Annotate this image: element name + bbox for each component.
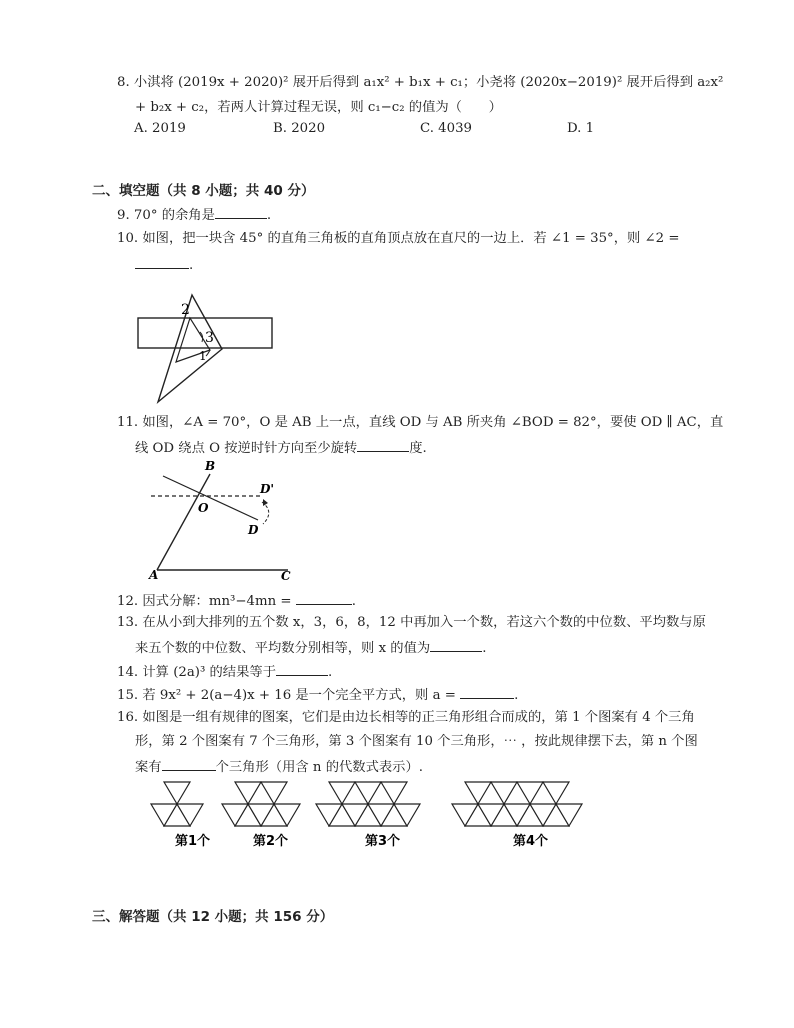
q16-line3 — [135, 757, 423, 777]
angle3-label: 3 — [205, 330, 214, 346]
label-o: O — [198, 501, 209, 515]
pattern-triangle — [381, 782, 407, 804]
q13-text-before: 来五个数的中位数、平均数分别相等，则 x 的值为 — [135, 641, 431, 656]
q14-text — [117, 662, 332, 682]
label-b: B — [205, 459, 216, 473]
pattern-triangle — [543, 782, 569, 804]
q13-answer-blank[interactable] — [430, 638, 482, 652]
angle2-label: 2 — [181, 302, 190, 318]
q11-answer-blank[interactable] — [357, 438, 409, 452]
pattern-triangle — [355, 782, 381, 804]
q10-figure — [130, 290, 280, 430]
q16-text-after: 个三角形（用含 n 的代数式表示）. — [215, 760, 423, 775]
q16-pattern-figure — [148, 778, 608, 850]
q16-line2: 形，第 2 个图案有 7 个三角形，第 3 个图案有 10 个三角形，⋯ ，按此规律摆下去，第 n 个图 — [135, 734, 698, 749]
q10-line1: 10. 如图，把一块含 45° 的直角三角板的直角顶点放在直尺的一边上．若 ∠1 = 35°，则 ∠2 = — [117, 231, 680, 246]
q16-line1: 16. 如图是一组有规律的图案，它们是由边长相等的正三角形组合而成的，第 1 个图案有 4 个三角 — [117, 710, 695, 725]
line-ab — [157, 474, 210, 570]
pattern-caption-3: 第3个 — [365, 834, 401, 849]
section3-title: 三、解答题（共 12 小题；共 156 分） — [92, 909, 334, 925]
q8-option-a: A. 2019 — [134, 121, 186, 136]
q16-answer-blank[interactable] — [162, 757, 216, 771]
q13-line2 — [135, 638, 486, 658]
label-c: C — [281, 569, 291, 583]
pattern-caption-1: 第1个 — [175, 834, 211, 849]
label-a: A — [149, 568, 159, 582]
q11-line2 — [135, 438, 427, 458]
q11-figure — [145, 458, 305, 583]
q12-text — [117, 591, 356, 611]
pattern-caption-4: 第4个 — [513, 834, 549, 849]
q11-text-after: 度. — [409, 441, 427, 456]
pattern-triangle — [465, 782, 491, 804]
pattern-triangle — [517, 782, 543, 804]
label-d-prime: D' — [260, 482, 275, 496]
q10-text-after: . — [189, 258, 194, 273]
q10-line2 — [135, 255, 193, 275]
q8-option-c: C. 4039 — [420, 121, 472, 136]
q9-text-before: 9. 70° 的余角是 — [117, 208, 215, 223]
line-od — [163, 476, 258, 520]
q15-text — [117, 685, 518, 705]
pattern-triangle — [261, 782, 287, 804]
q12-text-after: . — [351, 594, 356, 609]
q11-line1: 11. 如图，∠A = 70°，O 是 AB 上一点，直线 OD 与 AB 所夹角 ∠BOD = 82°，要使 OD ∥ AC，直 — [117, 415, 724, 430]
section2-title: 二、填空题（共 8 小题；共 40 分） — [92, 183, 315, 199]
rotation-arrow-head — [263, 499, 268, 506]
q8-option-b: B. 2020 — [273, 121, 326, 136]
angle1-label: 1 — [199, 349, 207, 363]
q13-line1: 13. 在从小到大排列的五个数 x，3，6，8，12 中再加入一个数，若这六个数的中位数、平均数与原 — [117, 615, 706, 630]
q15-text-before: 15. 若 9x² + 2(a−4)x + 16 是一个完全平方式，则 a = — [117, 688, 456, 703]
q11-text-before: 线 OD 绕点 O 按逆时针方向至少旋转 — [135, 441, 358, 456]
q8-option-d: D. 1 — [567, 121, 595, 136]
q13-text-after: . — [482, 641, 487, 656]
q8-line2: + b₂x + c₂，若两人计算过程无误，则 c₁−c₂ 的值为（ ） — [135, 100, 502, 115]
q9-text — [117, 205, 271, 225]
pattern-triangle — [329, 782, 355, 804]
q12-answer-blank[interactable] — [296, 591, 352, 605]
q9-answer-blank[interactable] — [215, 205, 267, 219]
q9-text-after: . — [266, 208, 272, 223]
q15-text-after: . — [514, 688, 519, 703]
q10-answer-blank[interactable] — [135, 255, 189, 269]
label-d: D — [248, 523, 259, 537]
pattern-triangle — [491, 782, 517, 804]
q16-text-before: 案有 — [135, 760, 162, 775]
q14-text-after: . — [328, 665, 333, 680]
q8-line1: 8. 小淇将 (2019x + 2020)² 展开后得到 a₁x² + b₁x + c₁；小尧将 (2020x−2019)² 展开后得到 a₂x² — [117, 75, 724, 90]
q12-text-before: 12. 因式分解：mn³−4mn = — [117, 594, 292, 609]
pattern-triangle — [235, 782, 261, 804]
pattern-triangle — [164, 782, 190, 804]
q14-text-before: 14. 计算 (2a)³ 的结果等于 — [117, 665, 276, 680]
q14-answer-blank[interactable] — [276, 662, 328, 676]
q15-answer-blank[interactable] — [460, 685, 514, 699]
pattern-caption-2: 第2个 — [253, 834, 289, 849]
